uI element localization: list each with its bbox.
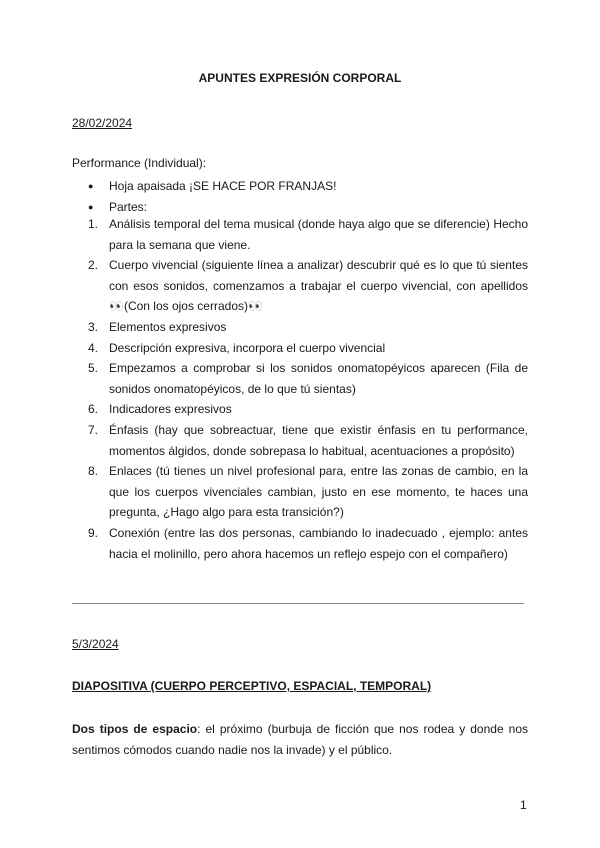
item-text: Cuerpo vivencial (siguiente línea a analizar) descubrir qué es lo que tú sientes con esos sonidos, comenzamos a trabajar el cuerpo vivencial, con apellidos 👀(Con los ojos cerrados)👀 [109,258,528,314]
bullet-list [72,176,528,217]
item-text: Descripción expresiva, incorpora el cuerpo vivencial [109,340,386,355]
item-text: Empezamos a comprobar si los sonidos onomatopéyicos aparecen (Fila de sonidos onomatopéyicos, de lo que tú sientas) [109,361,528,396]
item-text: Elementos expresivos [109,319,227,334]
bullet-item: ● Partes: [72,197,528,218]
item-text: Enlaces (tú tienes un nivel profesional para, entre las zonas de cambio, en la que los cuerpos vivenciales cambian, justo en ese momento, te haces una pregunta, ¿Hago algo para esta transición?) [109,464,528,520]
item-number: 8. [88,464,99,479]
item-number: 2. [88,258,99,273]
item-number: 5. [88,361,99,376]
date-section-1: 28/02/2024 [72,116,133,130]
list-item [72,255,528,317]
numbered-list [72,214,528,564]
item-number: 6. [88,402,99,417]
list-item [72,338,528,359]
item-number: 7. [88,422,99,437]
page-number: 1 [520,798,527,812]
section-heading: DIAPOSITIVA (CUERPO PERCEPTIVO, ESPACIAL, TEMPORAL) [72,679,432,693]
list-item [72,461,528,523]
list-item [72,399,528,420]
list-item [72,317,528,338]
date-section-2: 5/3/2024 [72,637,119,651]
item-number: 3. [88,319,99,334]
item-text: Análisis temporal del tema musical (donde haya algo que se diferencie) Hecho para la semana que viene. [109,217,528,252]
bullet-item: ● Hoja apaisada ¡SE HACE POR FRANJAS! [72,176,528,197]
document-title: APUNTES EXPRESIÓN CORPORAL [198,71,402,85]
paragraph-text: : el próximo (burbuja de ficción que nos rodea y donde nos sentimos cómodos cuando nadie nos la invade) y el público. [72,722,528,757]
espacio-paragraph [72,719,528,760]
paragraph-bold-lead: Dos tipos de espacio [72,722,198,736]
performance-intro: Performance (Individual): [72,156,207,170]
list-item [72,523,528,564]
item-text: Indicadores expresivos [109,402,232,417]
list-item [72,420,528,461]
list-item [72,214,528,255]
item-text: Conexión (entre las dos personas, cambiando lo inadecuado , ejemplo: antes hacia el molinillo, pero ahora hacemos un reflejo espejo con el compañero) [109,525,528,561]
item-text: Énfasis (hay que sobreactuar, tiene que existir énfasis en tu performance, momentos álgidos, donde sobrepasa lo habitual, acentuaciones a propósito) [109,422,528,458]
item-number: 4. [88,340,99,355]
item-number: 9. [88,525,99,540]
list-item [72,358,528,399]
item-number: 1. [88,217,99,231]
horizontal-divider [72,603,524,604]
